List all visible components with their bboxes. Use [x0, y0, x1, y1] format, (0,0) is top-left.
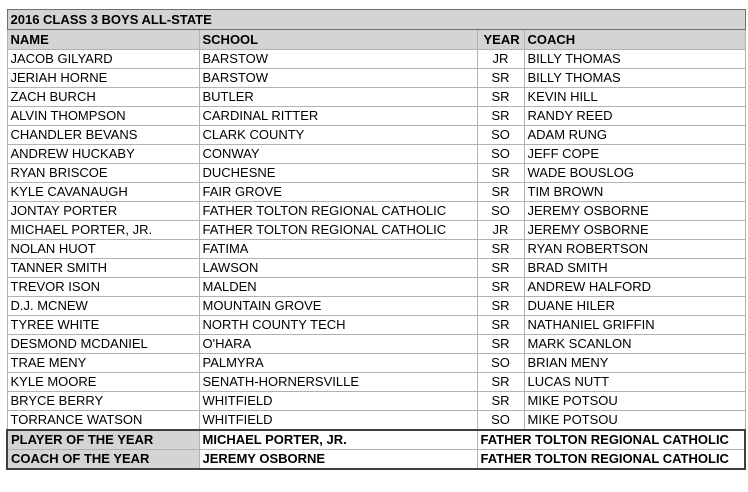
table-row: [7, 183, 745, 202]
coach-cell: RANDY REED: [524, 107, 745, 126]
year-cell: SR: [477, 88, 524, 107]
table-row: [7, 50, 745, 69]
coach-cell: MIKE POTSOU: [524, 392, 745, 411]
coach-cell: KEVIN HILL: [524, 88, 745, 107]
coach-cell: DUANE HILER: [524, 297, 745, 316]
coach-cell: JEREMY OSBORNE: [524, 202, 745, 221]
award-school-cell: FATHER TOLTON REGIONAL CATHOLIC: [477, 430, 745, 450]
table-row: [7, 126, 745, 145]
table-row: [7, 411, 745, 431]
player-name-cell: TREVOR ISON: [7, 278, 199, 297]
year-cell: SR: [477, 297, 524, 316]
coach-cell: NATHANIEL GRIFFIN: [524, 316, 745, 335]
school-cell: FATIMA: [199, 240, 477, 259]
table-row: [7, 335, 745, 354]
award-school-cell: FATHER TOLTON REGIONAL CATHOLIC: [477, 450, 745, 470]
school-cell: DUCHESNE: [199, 164, 477, 183]
coach-cell: JEFF COPE: [524, 145, 745, 164]
table-row: [7, 373, 745, 392]
year-cell: SR: [477, 107, 524, 126]
table-row: [7, 145, 745, 164]
year-cell: SR: [477, 69, 524, 88]
coach-cell: TIM BROWN: [524, 183, 745, 202]
column-header-school: SCHOOL: [199, 30, 477, 50]
award-person-cell: JEREMY OSBORNE: [199, 450, 477, 470]
player-name-cell: RYAN BRISCOE: [7, 164, 199, 183]
school-cell: MALDEN: [199, 278, 477, 297]
table-title: 2016 CLASS 3 BOYS ALL-STATE: [7, 10, 745, 30]
year-cell: SO: [477, 411, 524, 431]
school-cell: NORTH COUNTY TECH: [199, 316, 477, 335]
school-cell: CONWAY: [199, 145, 477, 164]
player-name-cell: TYREE WHITE: [7, 316, 199, 335]
year-cell: SR: [477, 240, 524, 259]
player-name-cell: D.J. MCNEW: [7, 297, 199, 316]
coach-cell: MARK SCANLON: [524, 335, 745, 354]
table-row: [7, 221, 745, 240]
title-row: [7, 10, 745, 30]
school-cell: FATHER TOLTON REGIONAL CATHOLIC: [199, 221, 477, 240]
all-state-table: [6, 9, 746, 470]
coach-cell: WADE BOUSLOG: [524, 164, 745, 183]
player-name-cell: DESMOND MCDANIEL: [7, 335, 199, 354]
coach-cell: BILLY THOMAS: [524, 69, 745, 88]
year-cell: SR: [477, 373, 524, 392]
player-name-cell: TANNER SMITH: [7, 259, 199, 278]
school-cell: BARSTOW: [199, 69, 477, 88]
school-cell: PALMYRA: [199, 354, 477, 373]
player-name-cell: TORRANCE WATSON: [7, 411, 199, 431]
year-cell: SR: [477, 278, 524, 297]
school-cell: LAWSON: [199, 259, 477, 278]
year-cell: SR: [477, 183, 524, 202]
year-cell: SR: [477, 392, 524, 411]
table-row: [7, 316, 745, 335]
school-cell: CLARK COUNTY: [199, 126, 477, 145]
player-name-cell: JACOB GILYARD: [7, 50, 199, 69]
year-cell: JR: [477, 50, 524, 69]
school-cell: WHITFIELD: [199, 392, 477, 411]
table-row: [7, 278, 745, 297]
school-cell: FATHER TOLTON REGIONAL CATHOLIC: [199, 202, 477, 221]
table-row: [7, 392, 745, 411]
table-row: [7, 354, 745, 373]
player-name-cell: NOLAN HUOT: [7, 240, 199, 259]
player-name-cell: CHANDLER BEVANS: [7, 126, 199, 145]
school-cell: BARSTOW: [199, 50, 477, 69]
player-name-cell: ALVIN THOMPSON: [7, 107, 199, 126]
coach-cell: RYAN ROBERTSON: [524, 240, 745, 259]
table-row: [7, 69, 745, 88]
award-row: [7, 430, 745, 450]
table-row: [7, 107, 745, 126]
coach-cell: ADAM RUNG: [524, 126, 745, 145]
year-cell: SO: [477, 126, 524, 145]
coach-cell: MIKE POTSOU: [524, 411, 745, 431]
school-cell: O'HARA: [199, 335, 477, 354]
year-cell: SO: [477, 202, 524, 221]
award-row: [7, 450, 745, 470]
column-header-name: NAME: [7, 30, 199, 50]
player-name-cell: JONTAY PORTER: [7, 202, 199, 221]
table-row: [7, 297, 745, 316]
coach-cell: BRIAN MENY: [524, 354, 745, 373]
column-header-year: YEAR: [477, 30, 524, 50]
year-cell: SR: [477, 259, 524, 278]
school-cell: BUTLER: [199, 88, 477, 107]
column-header-coach: COACH: [524, 30, 745, 50]
year-cell: JR: [477, 221, 524, 240]
school-cell: CARDINAL RITTER: [199, 107, 477, 126]
player-name-cell: MICHAEL PORTER, JR.: [7, 221, 199, 240]
coach-cell: BILLY THOMAS: [524, 50, 745, 69]
year-cell: SR: [477, 335, 524, 354]
player-name-cell: TRAE MENY: [7, 354, 199, 373]
table-row: [7, 259, 745, 278]
school-cell: FAIR GROVE: [199, 183, 477, 202]
award-label-cell: PLAYER OF THE YEAR: [7, 430, 199, 450]
header-row: [7, 30, 745, 50]
table-row: [7, 88, 745, 107]
table-row: [7, 202, 745, 221]
coach-cell: LUCAS NUTT: [524, 373, 745, 392]
player-name-cell: ANDREW HUCKABY: [7, 145, 199, 164]
year-cell: SO: [477, 145, 524, 164]
player-name-cell: KYLE MOORE: [7, 373, 199, 392]
player-name-cell: KYLE CAVANAUGH: [7, 183, 199, 202]
year-cell: SR: [477, 164, 524, 183]
school-cell: WHITFIELD: [199, 411, 477, 431]
year-cell: SR: [477, 316, 524, 335]
year-cell: SO: [477, 354, 524, 373]
coach-cell: JEREMY OSBORNE: [524, 221, 745, 240]
school-cell: SENATH-HORNERSVILLE: [199, 373, 477, 392]
award-label-cell: COACH OF THE YEAR: [7, 450, 199, 470]
award-person-cell: MICHAEL PORTER, JR.: [199, 430, 477, 450]
table-row: [7, 240, 745, 259]
player-name-cell: ZACH BURCH: [7, 88, 199, 107]
coach-cell: BRAD SMITH: [524, 259, 745, 278]
school-cell: MOUNTAIN GROVE: [199, 297, 477, 316]
table-row: [7, 164, 745, 183]
coach-cell: ANDREW HALFORD: [524, 278, 745, 297]
player-name-cell: BRYCE BERRY: [7, 392, 199, 411]
player-name-cell: JERIAH HORNE: [7, 69, 199, 88]
